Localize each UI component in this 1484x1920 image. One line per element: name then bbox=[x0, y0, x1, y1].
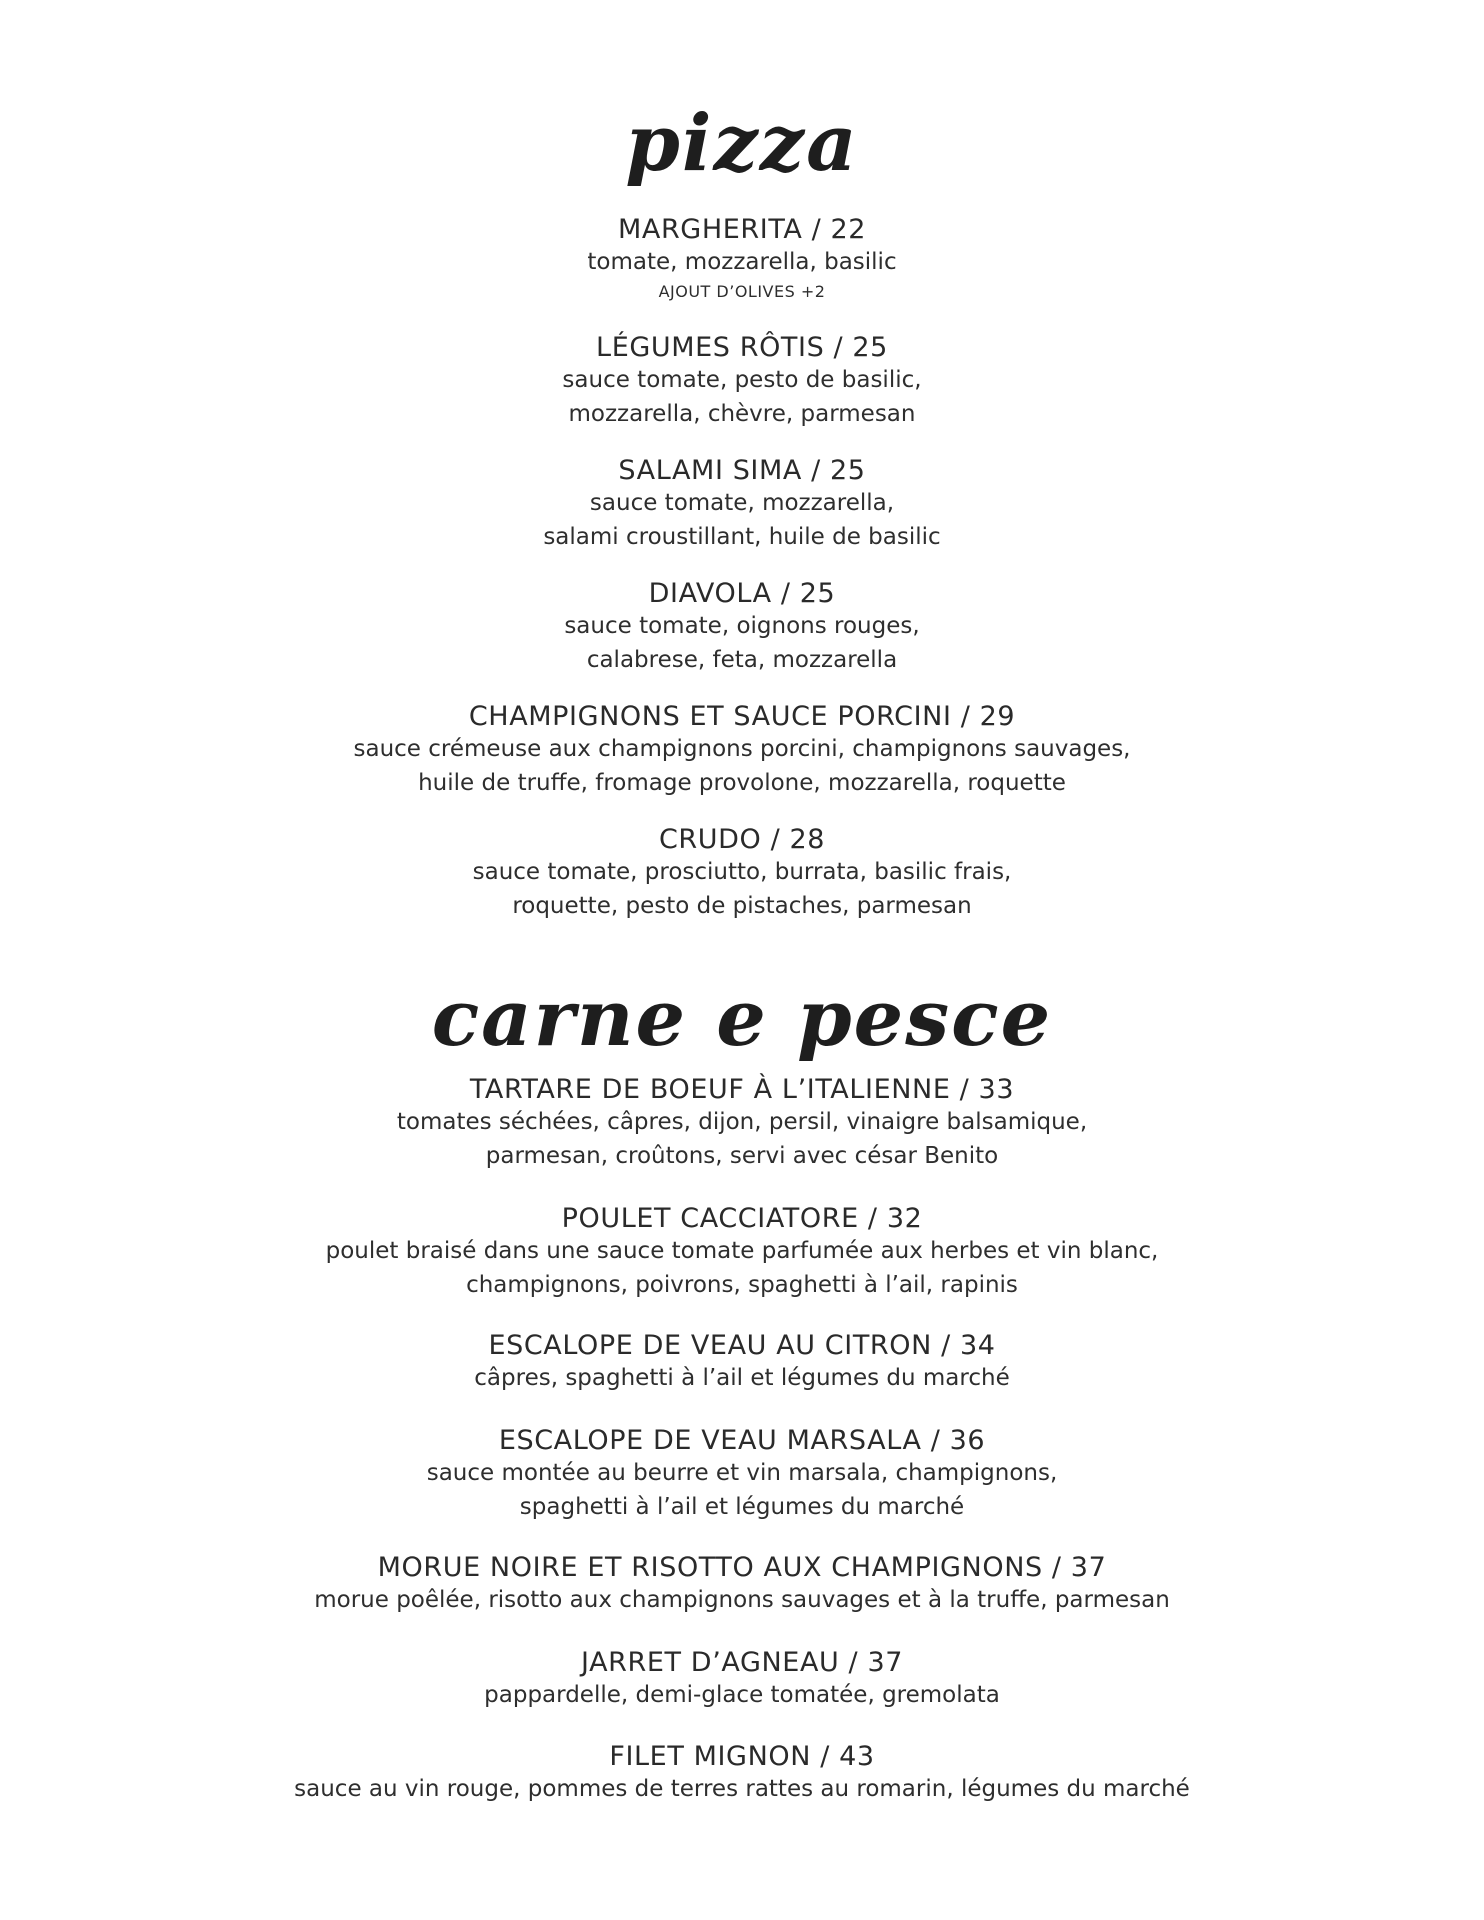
item-desc: sauce tomate, oignons rouges, bbox=[564, 613, 920, 640]
item-desc: sauce tomate, mozzarella, bbox=[589, 490, 895, 517]
item-name: JARRET D’AGNEAU / 37 bbox=[580, 1647, 903, 1678]
item-desc: sauce au vin rouge, pommes de terres rattes au romarin, légumes du marché bbox=[294, 1776, 1190, 1803]
item-desc: tomate, mozzarella, basilic bbox=[587, 249, 897, 276]
menu-item-margherita bbox=[0, 214, 1484, 304]
menu-item-crudo bbox=[0, 824, 1484, 923]
item-name: DIAVOLA / 25 bbox=[648, 578, 836, 609]
menu-item-champignons-porcini bbox=[0, 701, 1484, 800]
section-title-carne-e-pesce bbox=[0, 973, 1484, 1064]
item-name: ESCALOPE DE VEAU MARSALA / 36 bbox=[498, 1425, 986, 1456]
item-desc: morue poêlée, risotto aux champignons sauvages et à la truffe, parmesan bbox=[314, 1587, 1170, 1614]
menu-item-tartare bbox=[0, 1074, 1484, 1173]
menu-item-escalope-marsala bbox=[0, 1425, 1484, 1524]
item-desc: tomates séchées, câpres, dijon, persil, vinaigre balsamique, bbox=[396, 1109, 1088, 1136]
item-desc: sauce tomate, pesto de basilic, bbox=[562, 367, 922, 394]
item-name: MORUE NOIRE ET RISOTTO AUX CHAMPIGNONS / 37 bbox=[377, 1552, 1107, 1583]
item-name: CRUDO / 28 bbox=[658, 824, 826, 855]
item-desc: parmesan, croûtons, servi avec césar Benito bbox=[485, 1143, 999, 1170]
menu-item-salami-sima bbox=[0, 455, 1484, 554]
menu-item-diavola bbox=[0, 578, 1484, 677]
item-desc: salami croustillant, huile de basilic bbox=[543, 524, 941, 551]
item-desc: sauce crémeuse aux champignons porcini, champignons sauvages, bbox=[353, 736, 1131, 763]
menu-item-jarret-agneau bbox=[0, 1647, 1484, 1712]
item-desc: calabrese, feta, mozzarella bbox=[586, 647, 898, 674]
item-desc: sauce tomate, prosciutto, burrata, basilic frais, bbox=[472, 859, 1012, 886]
item-name: SALAMI SIMA / 25 bbox=[618, 455, 866, 486]
menu-item-filet-mignon bbox=[0, 1741, 1484, 1806]
item-desc: pappardelle, demi-glace tomatée, gremolata bbox=[484, 1682, 1000, 1709]
item-name: CHAMPIGNONS ET SAUCE PORCINI / 29 bbox=[468, 701, 1016, 732]
item-desc: câpres, spaghetti à l’ail et légumes du marché bbox=[474, 1365, 1010, 1392]
menu-item-escalope-citron bbox=[0, 1330, 1484, 1395]
menu-item-legumes-rotis bbox=[0, 332, 1484, 431]
item-desc: roquette, pesto de pistaches, parmesan bbox=[512, 893, 972, 920]
item-desc: champignons, poivrons, spaghetti à l’ail, rapinis bbox=[466, 1272, 1018, 1299]
item-name: MARGHERITA / 22 bbox=[617, 214, 867, 245]
item-name: ESCALOPE DE VEAU AU CITRON / 34 bbox=[488, 1330, 996, 1361]
section-title-pizza bbox=[0, 98, 1484, 189]
item-name: FILET MIGNON / 43 bbox=[609, 1741, 875, 1772]
item-desc: mozzarella, chèvre, parmesan bbox=[568, 401, 916, 428]
item-name: POULET CACCIATORE / 32 bbox=[561, 1203, 923, 1234]
item-desc: huile de truffe, fromage provolone, mozzarella, roquette bbox=[418, 770, 1066, 797]
menu-item-poulet-cacciatore bbox=[0, 1203, 1484, 1302]
carne-e-pesce-title: carne e pesce bbox=[431, 973, 1053, 1064]
item-desc: poulet braisé dans une sauce tomate parfumée aux herbes et vin blanc, bbox=[325, 1238, 1159, 1265]
item-desc: spaghetti à l’ail et légumes du marché bbox=[519, 1494, 965, 1521]
pizza-title: pizza bbox=[625, 98, 859, 189]
item-desc: sauce montée au beurre et vin marsala, champignons, bbox=[426, 1460, 1058, 1487]
item-note: AJOUT D’OLIVES +2 bbox=[658, 282, 826, 302]
item-name: TARTARE DE BOEUF À L’ITALIENNE / 33 bbox=[469, 1074, 1015, 1105]
item-name: LÉGUMES RÔTIS / 25 bbox=[596, 332, 888, 363]
menu-item-morue-noire bbox=[0, 1552, 1484, 1617]
